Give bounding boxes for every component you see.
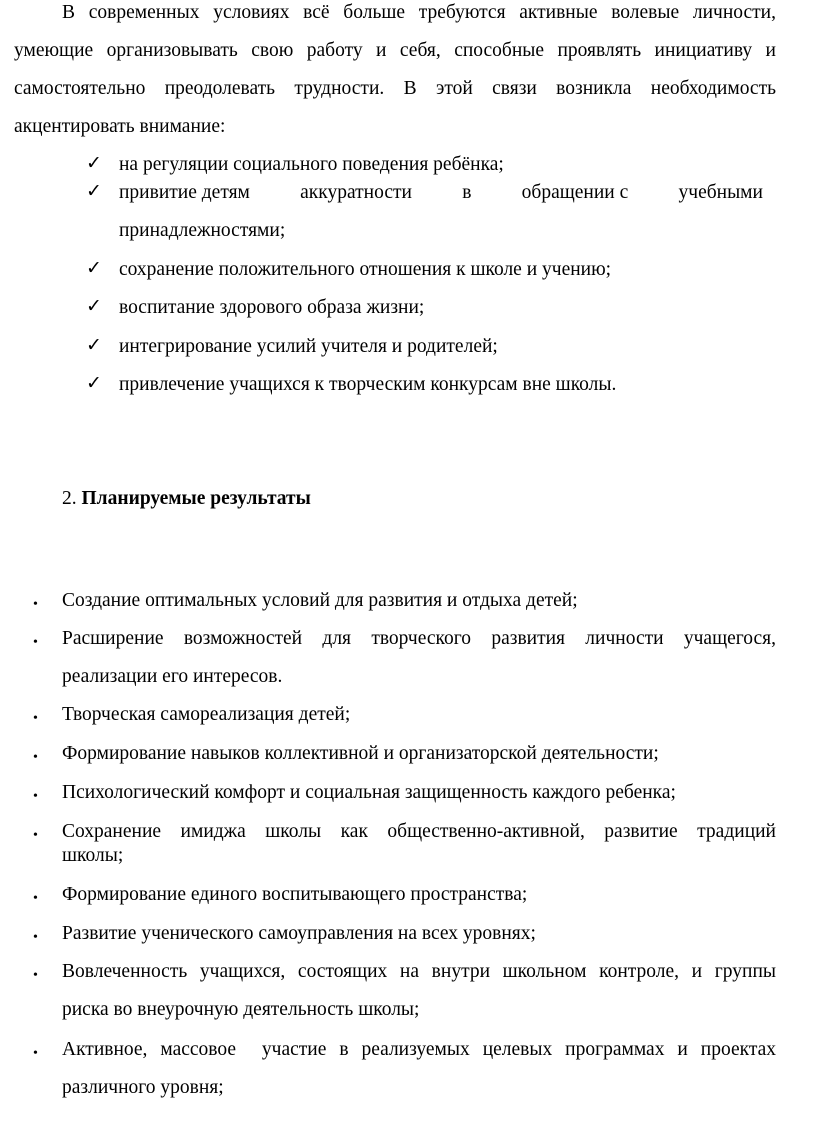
- bullet-icon: •: [33, 635, 38, 650]
- result-item-continuation: различного уровня;: [62, 1077, 224, 1098]
- result-item: Активное, массовое участие в реализуемых целевых программах и проектах: [62, 1039, 776, 1060]
- intro-line-1: В современных условиях всё больше требуются активные волевые личности,: [62, 2, 776, 23]
- check-icon: ✓: [86, 152, 102, 174]
- checklist-item: [119, 182, 763, 204]
- bullet-icon: •: [33, 968, 38, 983]
- result-item-continuation: риска во внеурочную деятельность школы;: [62, 999, 420, 1020]
- bullet-icon: •: [33, 891, 38, 906]
- result-item: Сохранение имиджа школы как общественно-активной, развитие традиций: [62, 821, 776, 842]
- bullet-icon: •: [33, 789, 38, 804]
- checklist-word: учебными: [678, 182, 763, 203]
- check-icon: ✓: [86, 295, 102, 317]
- result-item: Психологический комфорт и социальная защищенность каждого ребенка;: [62, 782, 676, 803]
- checklist-word: в: [462, 182, 472, 203]
- check-icon: ✓: [86, 334, 102, 356]
- result-item-continuation: реализации его интересов.: [62, 666, 283, 687]
- checklist-word: обращении с: [521, 182, 629, 203]
- bullet-icon: •: [33, 597, 38, 612]
- checklist-word: привитие детям: [119, 182, 250, 203]
- checklist-item: привлечение учащихся к творческим конкурсам вне школы.: [119, 374, 617, 395]
- bullet-icon: •: [33, 750, 38, 765]
- check-icon: ✓: [86, 180, 102, 202]
- result-item: Творческая самореализация детей;: [62, 704, 351, 725]
- bullet-icon: •: [33, 828, 38, 843]
- bullet-icon: •: [33, 930, 38, 945]
- bullet-icon: •: [33, 1046, 38, 1061]
- result-item-continuation: школы;: [62, 845, 124, 866]
- result-item: Расширение возможностей для творческого развития личности учащегося,: [62, 628, 776, 649]
- section-heading: [62, 488, 311, 510]
- section-number: 2.: [62, 488, 77, 509]
- result-item: Вовлеченность учащихся, состоящих на внутри школьном контроле, и группы: [62, 961, 776, 982]
- intro-line-3: самостоятельно преодолевать трудности. В этой связи возникла необходимость: [14, 78, 776, 99]
- checklist-item-continuation: принадлежностями;: [119, 220, 286, 241]
- intro-line-2: умеющие организовывать свою работу и себя, способные проявлять инициативу и: [14, 40, 776, 61]
- checklist-item: на регуляции социального поведения ребёнка;: [119, 154, 504, 175]
- intro-line-4: акцентировать внимание:: [14, 116, 226, 137]
- check-icon: ✓: [86, 372, 102, 394]
- result-item: Создание оптимальных условий для развития и отдыха детей;: [62, 590, 578, 611]
- checklist-item: интегрирование усилий учителя и родителей;: [119, 336, 498, 357]
- result-item: Формирование единого воспитывающего пространства;: [62, 884, 528, 905]
- checklist-word: аккуратности: [300, 182, 412, 203]
- bullet-icon: •: [33, 711, 38, 726]
- result-item: Развитие ученического самоуправления на всех уровнях;: [62, 923, 536, 944]
- checklist-item: воспитание здорового образа жизни;: [119, 297, 425, 318]
- section-title: Планируемые результаты: [81, 488, 311, 509]
- check-icon: ✓: [86, 257, 102, 279]
- result-item: Формирование навыков коллективной и организаторской деятельности;: [62, 743, 659, 764]
- checklist-item: сохранение положительного отношения к школе и учению;: [119, 259, 612, 280]
